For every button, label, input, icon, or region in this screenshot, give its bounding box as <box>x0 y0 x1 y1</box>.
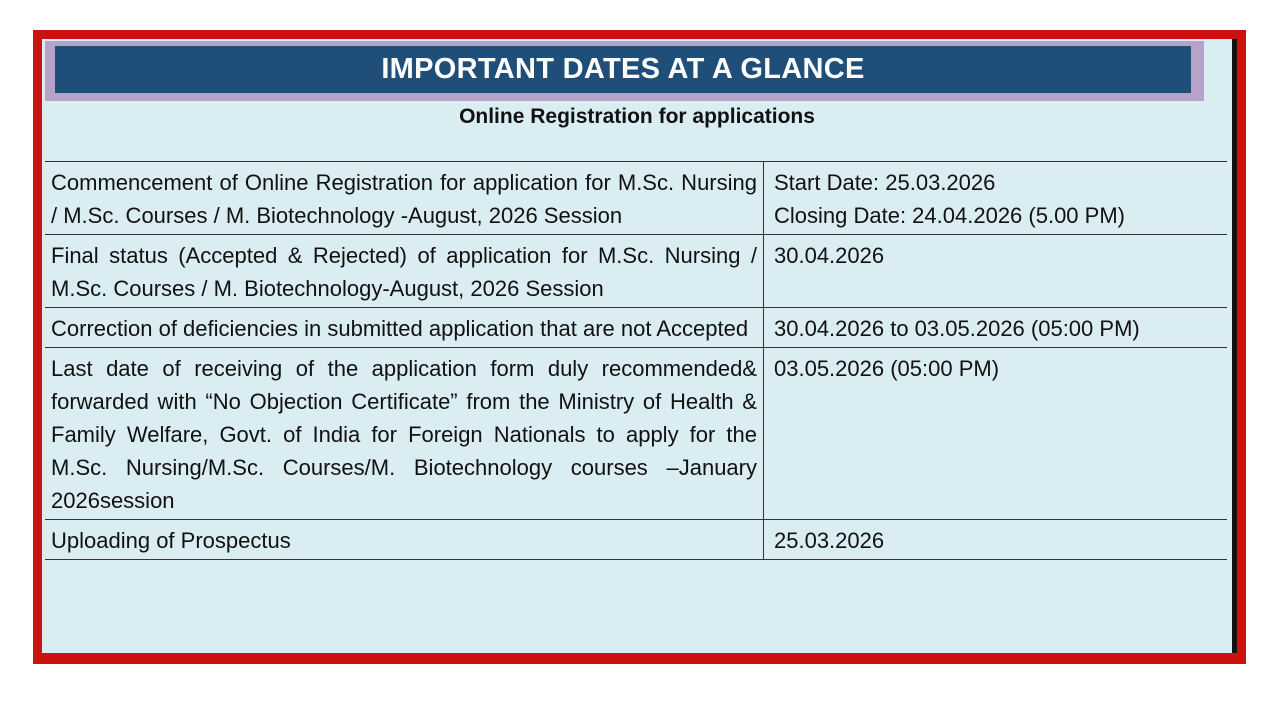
event-description: Correction of deficiencies in submitted application that are not Accepted <box>45 308 764 348</box>
date-value: 25.03.2026 <box>774 528 885 553</box>
notice-frame <box>33 30 1246 664</box>
table-row <box>45 162 1227 235</box>
event-date <box>764 520 1228 560</box>
table-row <box>45 235 1227 308</box>
date-value: 30.04.2026 to 03.05.2026 (05:00 PM) <box>774 316 1140 341</box>
event-description: Last date of receiving of the application form duly recommended& forwarded with “No Objection Certificate” from the Ministry of Health & Family Welfare, Govt. of India for Foreign Nationals to apply for the M.Sc. Nursing/M.Sc. Courses/M. Biotechnology courses –January 2026session <box>45 348 764 520</box>
table-row <box>45 308 1227 348</box>
date-value: 03.05.2026 (05:00 PM) <box>774 356 1000 381</box>
page-title: IMPORTANT DATES AT A GLANCE <box>55 46 1191 93</box>
event-description: Final status (Accepted & Rejected) of application for M.Sc. Nursing / M.Sc. Courses / M. Biotechnology-August, 2026 Session <box>45 235 764 308</box>
date-value: 30.04.2026 <box>774 243 885 268</box>
important-dates-table <box>45 161 1227 560</box>
panel-edge <box>1232 39 1237 653</box>
title-bar-backdrop <box>45 41 1204 101</box>
important-dates-panel <box>42 39 1237 653</box>
event-date <box>764 162 1228 235</box>
event-date <box>764 235 1228 308</box>
event-description: Commencement of Online Registration for application for M.Sc. Nursing / M.Sc. Courses / M. Biotechnology -August, 2026 Session <box>45 162 764 235</box>
event-date <box>764 348 1228 520</box>
event-description: Uploading of Prospectus <box>45 520 764 560</box>
closing-date: Closing Date: 24.04.2026 (5.00 PM) <box>774 203 1125 228</box>
event-date <box>764 308 1228 348</box>
table-row <box>45 348 1227 520</box>
table-row <box>45 520 1227 560</box>
start-date: Start Date: 25.03.2026 <box>774 170 996 195</box>
section-subtitle: Online Registration for applications <box>459 105 815 128</box>
